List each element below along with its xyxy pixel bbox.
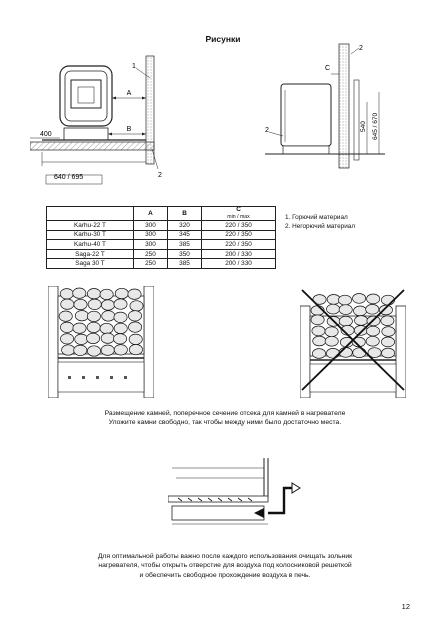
stone <box>87 289 100 299</box>
stone <box>354 306 367 316</box>
value-cell: 385 <box>167 259 201 269</box>
stone <box>114 334 127 344</box>
stone <box>100 289 113 299</box>
value-cell: 300 <box>133 240 167 250</box>
stone <box>129 322 142 332</box>
stone <box>87 333 100 343</box>
stone <box>62 345 75 355</box>
value-cell: 385 <box>167 240 201 250</box>
stone <box>61 299 74 309</box>
stone <box>353 294 366 304</box>
clearance-table <box>46 206 276 269</box>
value-cell: 345 <box>167 230 201 240</box>
stone <box>355 316 368 326</box>
stone <box>73 323 86 333</box>
dim-c-label: C <box>325 65 331 72</box>
model-cell: Karhu-22 T <box>47 221 134 231</box>
table-header-cell-c: C min / max <box>202 207 276 221</box>
stone <box>339 305 352 315</box>
stone <box>367 294 380 304</box>
value-cell: 320 <box>167 221 201 231</box>
model-cell: Saga-22 T <box>47 249 134 259</box>
stone <box>101 333 114 343</box>
stone <box>114 323 127 333</box>
stone <box>88 299 101 309</box>
stone <box>353 348 366 358</box>
stones-correct-diagram <box>48 286 154 398</box>
value-cell: 350 <box>167 249 201 259</box>
stone <box>115 288 128 298</box>
value-cell: 300 <box>133 230 167 240</box>
stone <box>75 334 88 344</box>
dim-400-label: 400 <box>40 131 52 138</box>
stone <box>325 336 338 346</box>
table-header-row <box>47 207 276 221</box>
value-cell: 220 / 350 <box>202 240 276 250</box>
stone <box>366 304 379 314</box>
side-view-diagram <box>255 40 400 190</box>
stone <box>100 323 113 333</box>
page-title: Рисунки <box>205 34 241 44</box>
c-subheader: min / max <box>227 213 250 220</box>
stone <box>114 345 127 355</box>
stone <box>87 311 100 321</box>
table-header-cell: A <box>133 207 167 221</box>
table-header-cell: B <box>167 207 201 221</box>
stone <box>338 295 351 305</box>
callout-2b: 2 <box>265 127 269 134</box>
stone <box>130 301 143 311</box>
stone <box>102 311 115 321</box>
stone <box>60 289 73 299</box>
model-cell: Karhu-30 T <box>47 230 134 240</box>
model-cell: Karhu-40 T <box>47 240 134 250</box>
value-cell: 250 <box>133 249 167 259</box>
stone <box>101 300 114 310</box>
dim-b-label: B <box>126 126 132 133</box>
stone <box>59 311 72 321</box>
stone <box>129 334 142 344</box>
stone <box>312 326 325 336</box>
stone <box>74 345 87 355</box>
model-cell: Saga 30 T <box>47 259 134 269</box>
value-cell: 300 <box>133 221 167 231</box>
dim-a-label: A <box>126 90 132 97</box>
table-row <box>47 240 276 250</box>
stone <box>326 348 339 358</box>
table-row <box>47 221 276 231</box>
ash-caption: Для оптимальной работы важно после каждого использования очищать зольник нагревателя, чтобы открыть отверстие для воздуха под колосниковой решеткой и обеспечить свободное прохождение воздуха в печь. <box>97 553 353 579</box>
stone <box>381 316 394 326</box>
stone <box>128 311 141 321</box>
table-row <box>47 259 276 269</box>
side-heater-body <box>281 84 331 146</box>
front-view-diagram <box>30 54 180 189</box>
stone <box>60 322 73 332</box>
stone <box>366 326 379 336</box>
table-header-cell <box>47 207 134 221</box>
stone <box>311 315 324 325</box>
table-row <box>47 230 276 240</box>
stone <box>382 327 395 337</box>
value-cell: 220 / 350 <box>202 230 276 240</box>
stone <box>382 348 395 358</box>
dim-540-label: 540 <box>360 121 367 132</box>
stone <box>114 312 127 322</box>
stone <box>75 311 88 321</box>
stone <box>339 316 352 326</box>
stone <box>61 334 74 344</box>
value-cell: 250 <box>133 259 167 269</box>
dim-height-label: 645 / 670 <box>372 112 379 140</box>
floor <box>30 142 154 150</box>
ash-pit-diagram <box>168 458 303 538</box>
value-cell: 220 / 350 <box>202 221 276 231</box>
stone <box>325 327 338 337</box>
stone <box>129 344 142 354</box>
stone <box>366 336 379 346</box>
material-legend <box>285 213 355 231</box>
stone <box>114 299 127 309</box>
page-number: 12 <box>401 602 410 611</box>
dim-width-label: 640 / 695 <box>54 174 84 181</box>
stone <box>128 289 141 299</box>
stone <box>312 349 325 359</box>
stones-caption: Размещение камней, поперечное сечение отсека для камней в нагревателе Уложите камни свободно, так чтобы между ними было достаточно места. <box>104 410 346 427</box>
callout-2: 2 <box>158 172 162 179</box>
stone <box>381 337 394 347</box>
legend-item-noncombustible: 2. Негорючий материал <box>285 223 356 230</box>
stone <box>74 299 87 309</box>
callout-1: 1 <box>132 63 136 70</box>
stone <box>313 336 326 346</box>
side-wall <box>339 44 349 168</box>
stone <box>327 304 340 314</box>
ash-drawer <box>172 506 264 520</box>
value-cell: 200 / 330 <box>202 259 276 269</box>
stones-wrong-diagram <box>300 286 406 398</box>
airflow-arrow <box>268 488 292 513</box>
stone <box>73 288 86 298</box>
value-cell: 200 / 330 <box>202 249 276 259</box>
stone <box>87 346 100 356</box>
stone <box>101 345 114 355</box>
table-row <box>47 249 276 259</box>
callout-2a: 2 <box>359 45 363 52</box>
legend-item-combustible: 1. Горючий материал <box>285 214 348 221</box>
stone <box>87 322 100 332</box>
